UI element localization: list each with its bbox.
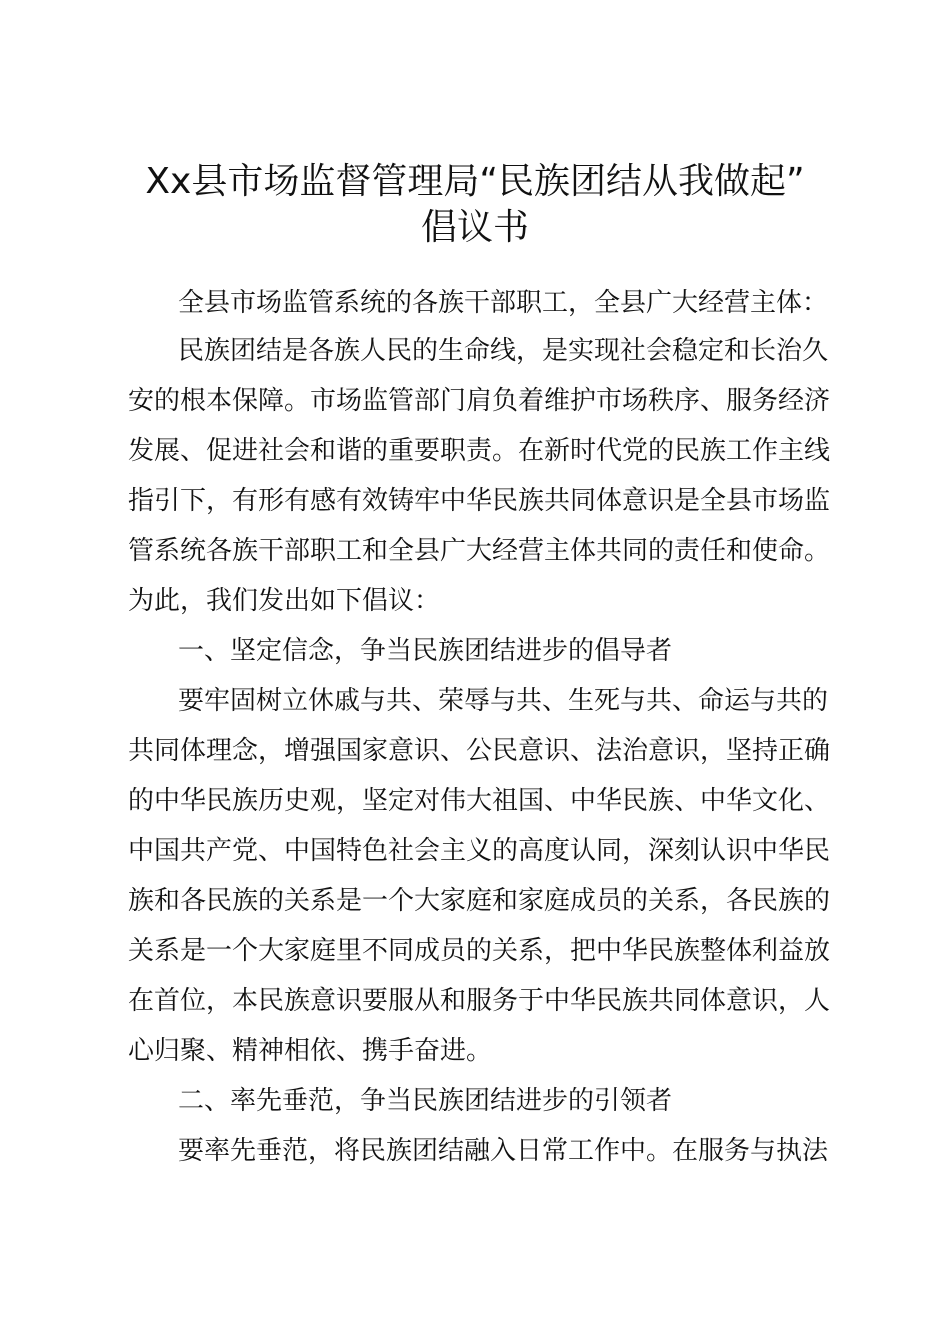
document-title-line-1: Xx县市场监督管理局“民族团结从我做起”: [145, 161, 805, 202]
paragraph-2-line: 要牢固树立休戚与共、荣辱与共、生死与共、命运与共的: [178, 686, 829, 716]
paragraph-2-line: 族和各民族的关系是一个大家庭和家庭成员的关系，各民族的: [128, 886, 831, 916]
salutation: 全县市场监管系统的各族干部职工，全县广大经营主体：: [178, 288, 829, 318]
paragraph-1-line: 为此，我们发出如下倡议：: [128, 586, 441, 616]
paragraph-3-line: 要率先垂范，将民族团结融入日常工作中。在服务与执法: [178, 1136, 829, 1166]
section-heading-1: 一、坚定信念，争当民族团结进步的倡导者: [178, 636, 673, 666]
paragraph-1-line: 指引下，有形有感有效铸牢中华民族共同体意识是全县市场监: [128, 486, 831, 516]
paragraph-1-line: 安的根本保障。市场监管部门肩负着维护市场秩序、服务经济: [128, 386, 831, 416]
paragraph-1-line: 民族团结是各族人民的生命线，是实现社会稳定和长治久: [178, 336, 829, 366]
paragraph-1-line: 管系统各族干部职工和全县广大经营主体共同的责任和使命。: [128, 536, 831, 566]
document-title-line-2: 倡议书: [420, 207, 529, 248]
paragraph-2-line: 在首位，本民族意识要服从和服务于中华民族共同体意识，人: [128, 986, 831, 1016]
paragraph-2-line: 中国共产党、中国特色社会主义的高度认同，深刻认识中华民: [128, 836, 831, 866]
paragraph-1-line: 发展、促进社会和谐的重要职责。在新时代党的民族工作主线: [128, 436, 831, 466]
paragraph-2-line: 的中华民族历史观，坚定对伟大祖国、中华民族、中华文化、: [128, 786, 831, 816]
paragraph-2-line: 共同体理念，增强国家意识、公民意识、法治意识，坚持正确: [128, 736, 831, 766]
paragraph-2-line: 心归聚、精神相依、携手奋进。: [128, 1036, 493, 1066]
section-heading-2: 二、率先垂范，争当民族团结进步的引领者: [178, 1086, 673, 1116]
paragraph-2-line: 关系是一个大家庭里不同成员的关系，把中华民族整体利益放: [128, 936, 831, 966]
